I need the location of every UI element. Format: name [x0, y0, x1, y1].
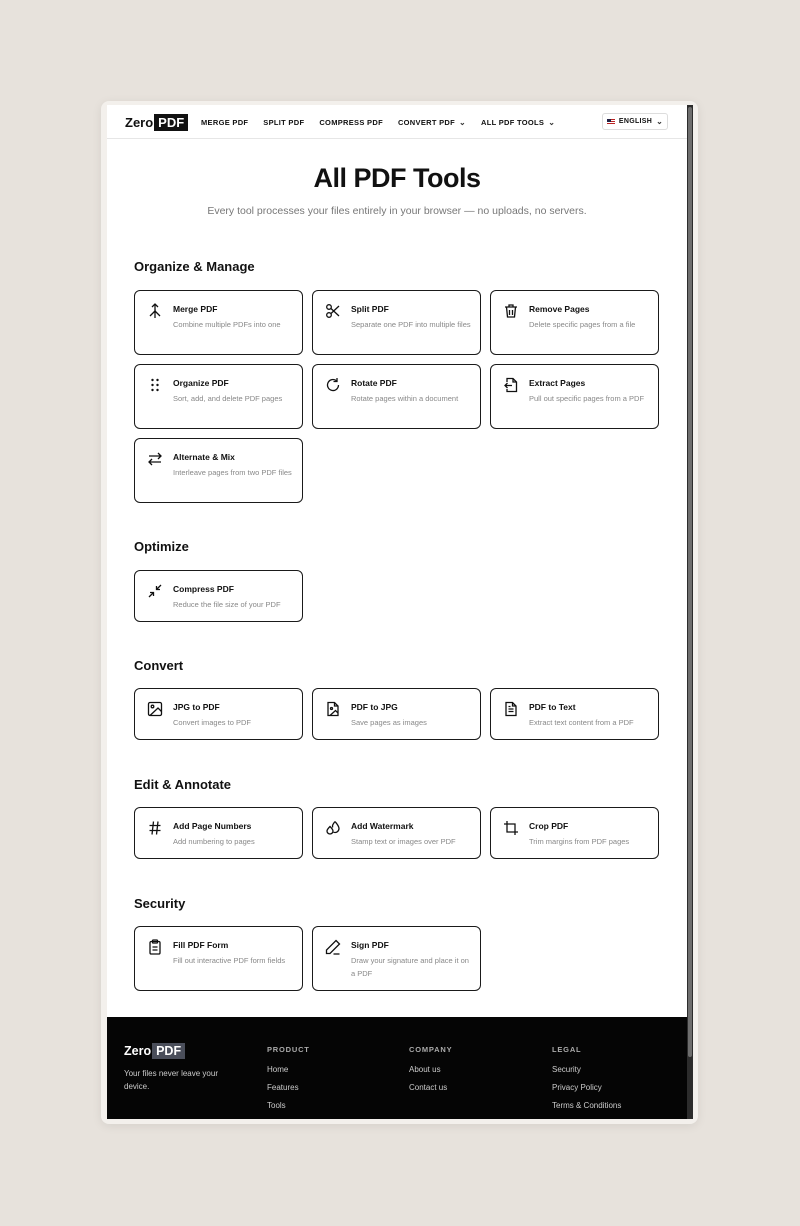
tool-title: PDF to JPG — [351, 702, 398, 712]
tool-card-alternate-mix[interactable] — [134, 438, 303, 503]
tool-card-pdf-to-jpg[interactable] — [312, 688, 481, 740]
chevron-down-icon: ⌄ — [459, 118, 467, 127]
language-label: ENGLISH — [618, 118, 653, 125]
nav-link-label: SPLIT PDF — [263, 118, 305, 127]
tool-description: Convert images to PDF — [173, 718, 251, 727]
clipboard-icon — [147, 939, 163, 955]
footer-column-company — [409, 1045, 452, 1101]
tool-description: Extract text content from a PDF — [529, 718, 634, 727]
compress-icon — [147, 583, 163, 599]
tool-title: Compress PDF — [173, 584, 234, 594]
footer-link-home[interactable]: Home — [267, 1065, 289, 1074]
tool-card-organize-pdf[interactable] — [134, 364, 303, 429]
tool-card-rotate-pdf[interactable] — [312, 364, 481, 429]
nav-link-all-pdf-tools[interactable] — [481, 118, 555, 127]
tool-card-crop-pdf[interactable] — [490, 807, 659, 859]
footer-tagline: Your files never leave your device. — [124, 1069, 218, 1091]
trash-icon — [503, 303, 519, 319]
tool-card-remove-pages[interactable] — [490, 290, 659, 355]
section-title-edit: Edit & Annotate — [134, 777, 232, 792]
tool-description: Separate one PDF into multiple files — [351, 320, 471, 329]
logo[interactable] — [125, 114, 188, 131]
file-image-icon — [325, 701, 341, 717]
nav-link-label: MERGE PDF — [201, 118, 249, 127]
hash-icon — [147, 820, 163, 836]
tool-description: Save pages as images — [351, 718, 427, 727]
merge-icon — [147, 303, 163, 319]
tool-description: Rotate pages within a document — [351, 394, 459, 403]
footer-heading: PRODUCT — [267, 1045, 310, 1054]
language-selector[interactable] — [602, 113, 668, 130]
file-text-icon — [503, 701, 519, 717]
tool-card-add-page-numbers[interactable] — [134, 807, 303, 859]
tool-title: PDF to Text — [529, 702, 576, 712]
footer-link-security[interactable]: Security — [552, 1065, 581, 1074]
tool-title: Remove Pages — [529, 304, 590, 314]
tool-title: Crop PDF — [529, 821, 569, 831]
file-export-icon — [503, 377, 519, 393]
nav-link-label: COMPRESS PDF — [319, 118, 383, 127]
tool-card-split-pdf[interactable] — [312, 290, 481, 355]
chevron-down-icon: ⌄ — [656, 117, 664, 126]
tool-card-extract-pages[interactable] — [490, 364, 659, 429]
tool-description: Delete specific pages from a file — [529, 320, 636, 329]
section-title-security: Security — [134, 896, 186, 911]
page-title: All PDF Tools — [313, 163, 481, 193]
tool-description: Draw your signature and place it on a PDF — [351, 956, 469, 978]
nav-link-label: CONVERT PDF — [397, 118, 456, 127]
tool-description: Fill out interactive PDF form fields — [173, 956, 286, 965]
tool-title: JPG to PDF — [173, 702, 220, 712]
footer-logo-zero: Zero — [124, 1044, 152, 1058]
tool-card-pdf-to-text[interactable] — [490, 688, 659, 740]
tool-title: Add Page Numbers — [173, 821, 252, 831]
tool-title: Add Watermark — [351, 821, 414, 831]
tool-title: Split PDF — [351, 304, 389, 314]
tool-description: Trim margins from PDF pages — [529, 837, 630, 846]
pen-icon — [325, 939, 341, 955]
tool-card-merge-pdf[interactable] — [134, 290, 303, 355]
tool-card-fill-pdf-form[interactable] — [134, 926, 303, 991]
tool-title: Sign PDF — [351, 940, 389, 950]
tool-title: Rotate PDF — [351, 378, 397, 388]
tool-description: Interleave pages from two PDF files — [173, 468, 292, 477]
footer-heading: LEGAL — [552, 1045, 582, 1054]
footer — [107, 1017, 687, 1119]
tool-description: Reduce the file size of your PDF — [173, 600, 281, 609]
tool-title: Extract Pages — [529, 378, 586, 388]
footer-link-about[interactable]: About us — [409, 1065, 441, 1074]
nav-link-compress-pdf[interactable] — [319, 118, 383, 127]
tool-title: Organize PDF — [173, 378, 229, 388]
tool-title: Fill PDF Form — [173, 940, 229, 950]
page-subtitle: Every tool processes your files entirely in your browser — no uploads, no servers. — [207, 205, 587, 217]
nav-link-convert-pdf[interactable] — [398, 118, 466, 127]
footer-heading: COMPANY — [409, 1045, 453, 1054]
footer-link-contact[interactable]: Contact us — [409, 1083, 448, 1092]
tool-card-add-watermark[interactable] — [312, 807, 481, 859]
chevron-down-icon: ⌄ — [548, 118, 556, 127]
footer-column-product — [267, 1045, 310, 1119]
rotate-icon — [325, 377, 341, 393]
us-flag-icon — [607, 119, 615, 124]
nav-links — [201, 118, 570, 127]
tool-title: Merge PDF — [173, 304, 218, 314]
page-window — [107, 105, 687, 1119]
droplets-icon — [325, 820, 341, 836]
tool-description: Pull out specific pages from a PDF — [529, 394, 645, 403]
footer-link-terms[interactable]: Terms & Conditions — [552, 1101, 622, 1110]
footer-link-features[interactable]: Features — [267, 1083, 299, 1092]
nav-link-merge-pdf[interactable] — [201, 118, 248, 127]
tool-description: Combine multiple PDFs into one — [173, 320, 281, 329]
logo-zero: Zero — [125, 115, 154, 130]
footer-column-legal — [552, 1045, 621, 1119]
logo-pdf: PDF — [154, 114, 188, 131]
tool-card-jpg-to-pdf[interactable] — [134, 688, 303, 740]
top-nav — [107, 105, 687, 139]
nav-link-split-pdf[interactable] — [263, 118, 304, 127]
tool-description: Sort, add, and delete PDF pages — [173, 394, 283, 403]
tool-description: Stamp text or images over PDF — [351, 837, 456, 846]
nav-link-label: ALL PDF TOOLS — [481, 118, 545, 127]
tool-title: Alternate & Mix — [173, 452, 235, 462]
footer-link-privacy[interactable]: Privacy Policy — [552, 1083, 602, 1092]
tool-description: Add numbering to pages — [173, 837, 255, 846]
section-title-organize: Organize & Manage — [134, 259, 255, 274]
footer-logo[interactable] — [124, 1043, 185, 1059]
section-title-optimize: Optimize — [134, 539, 189, 554]
scissors-icon — [325, 303, 341, 319]
crop-icon — [503, 820, 519, 836]
tool-card-sign-pdf[interactable] — [312, 926, 481, 991]
browser-frame — [101, 101, 698, 1124]
scrollbar-thumb[interactable] — [688, 107, 692, 1057]
section-title-convert: Convert — [134, 658, 184, 673]
scrollbar[interactable] — [687, 105, 693, 1119]
image-icon — [147, 701, 163, 717]
tool-card-compress-pdf[interactable] — [134, 570, 303, 622]
grip-icon — [147, 377, 163, 393]
footer-link-tools[interactable]: Tools — [267, 1101, 286, 1110]
swap-arrows-icon — [147, 451, 163, 467]
footer-logo-pdf: PDF — [152, 1043, 185, 1059]
